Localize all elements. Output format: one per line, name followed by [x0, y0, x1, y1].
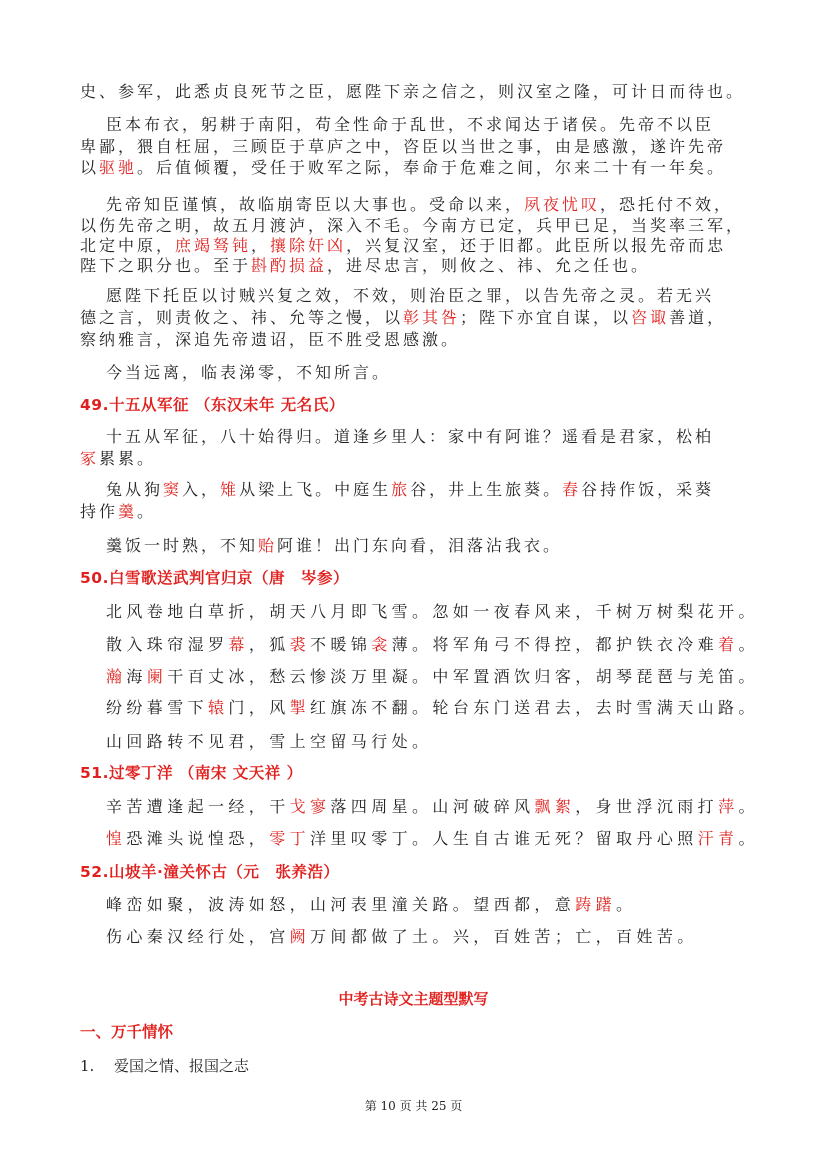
text-segment: 落四周星。山河破碎风 — [330, 797, 535, 816]
text-segment: 持作 — [80, 502, 119, 521]
text-segment: ，进尽忠言，则攸之、祎、允之任也。 — [327, 256, 651, 275]
subsection-heading: 一、万千情怀 — [80, 1023, 174, 1041]
highlighted-text: 踌躇 — [575, 895, 617, 914]
text-segment: 卑鄙，猥自枉屈，三顾臣于草庐之中，咨臣以当世之事，由是感激，遂许先帝 — [80, 137, 727, 156]
highlighted-text: 彰其咎 — [403, 308, 461, 327]
text-line — [106, 286, 714, 306]
text-segment: 洋里叹零丁。人生自古谁无死？留取丹心照 — [310, 829, 698, 848]
text-segment: 从梁上飞。中庭生 — [239, 480, 392, 499]
text-line — [106, 797, 759, 817]
text-segment: ，兴复汉室，还于旧都。此臣所以报先帝而忠 — [346, 236, 727, 255]
text-segment: 门，风 — [228, 698, 290, 717]
text-segment: 恐滩头说惶恐， — [126, 829, 270, 848]
text-segment: 。 — [738, 829, 759, 848]
text-segment: ，身世浮沉雨打 — [575, 797, 719, 816]
text-segment: 陛下之职分也。至于 — [80, 256, 252, 275]
highlighted-text: 驱驰 — [99, 158, 138, 177]
highlighted-text: 雉 — [220, 480, 240, 499]
text-segment: 。 — [616, 895, 637, 914]
highlighted-text: 羹 — [118, 502, 138, 521]
text-line — [80, 137, 726, 157]
text-segment: 散入珠帘湿罗 — [106, 635, 229, 654]
text-segment: 51.过零丁洋 （南宋 文天祥 ） — [80, 764, 303, 782]
highlighted-text: 庶竭驽钝 — [175, 236, 252, 255]
text-segment: 察纳雅言，深追先帝遗诏，臣不胜受恩感激。 — [80, 330, 461, 349]
highlighted-text: 冢 — [80, 449, 100, 468]
highlighted-text: 瀚 — [106, 667, 127, 686]
text-segment: 辛苦遭逢起一经，干 — [106, 797, 290, 816]
highlighted-text: 零丁 — [269, 829, 311, 848]
text-segment: 。 — [738, 635, 759, 654]
text-segment: 谷持作饭，采葵 — [581, 480, 715, 499]
text-segment: 史、参军，此悉贞良死节之臣，愿陛下亲之信之，则汉室之隆，可计日而待也。 — [80, 82, 746, 101]
text-line — [80, 158, 726, 178]
highlighted-text: 贻 — [258, 536, 278, 555]
highlighted-text: 阙 — [289, 927, 311, 946]
text-segment: 不暖锦 — [310, 635, 372, 654]
highlighted-text: 旅 — [391, 480, 411, 499]
text-segment: 。 — [137, 502, 157, 521]
text-segment: 。 — [738, 797, 759, 816]
text-line — [80, 502, 156, 522]
text-segment: 愿陛下托臣以讨贼兴复之效，不效，则治臣之罪，以告先帝之灵。若无兴 — [106, 286, 715, 305]
text-line — [80, 82, 745, 102]
text-line — [106, 363, 391, 383]
highlighted-text: 咨诹 — [631, 308, 670, 327]
text-segment: 羹饭一时熟，不知 — [106, 536, 259, 555]
highlighted-text: 飘絮 — [534, 797, 576, 816]
text-line — [80, 330, 460, 350]
text-segment: ， — [251, 236, 271, 255]
text-line — [80, 308, 726, 328]
text-segment: 北定中原， — [80, 236, 176, 255]
text-segment: 山回路转不见君，雪上空留马行处。 — [106, 732, 433, 751]
highlighted-text: 阑 — [146, 667, 168, 686]
text-line — [106, 427, 714, 447]
text-segment: 干百丈冰，愁云惨淡万里凝。中军置酒饮归客，胡琴琵琶与羌笛。 — [167, 667, 759, 686]
text-segment: 薄。将军角弓不得控，都护铁衣冷难 — [391, 635, 719, 654]
text-segment: 兔从狗 — [106, 480, 164, 499]
text-segment: 伤心秦汉经行处，宫 — [106, 927, 290, 946]
poem-heading — [80, 568, 349, 588]
text-line — [106, 195, 733, 215]
text-line — [80, 256, 650, 276]
highlighted-text: 掣 — [289, 698, 311, 717]
text-segment: 。后值倾覆，受任于败军之际，奉命于危难之间，尔来二十有一年矣。 — [137, 158, 727, 177]
highlighted-text: 裘 — [289, 635, 311, 654]
text-line — [106, 927, 698, 947]
text-segment: 52.山坡羊·潼关怀古（元 张养浩） — [80, 863, 340, 881]
text-segment: 善道， — [669, 308, 727, 327]
highlighted-text: 萍 — [718, 797, 739, 816]
text-line — [106, 732, 432, 752]
text-line — [106, 602, 759, 622]
text-line — [106, 480, 714, 500]
text-segment: 万间都做了土。兴，百姓苦；亡，百姓苦。 — [310, 927, 698, 946]
highlighted-text: 汗青 — [697, 829, 739, 848]
text-line — [106, 895, 636, 915]
text-segment: ；陛下亦宜自谋，以 — [460, 308, 632, 327]
text-segment: ，恐托付不效， — [600, 195, 734, 214]
text-segment: 今当远离，临表涕零，不知所言。 — [106, 363, 392, 382]
text-line — [106, 536, 562, 556]
text-segment: 先帝知臣谨慎，故临崩寄臣以大事也。受命以来， — [106, 195, 525, 214]
text-segment: 红旗冻不翻。轮台东门送君去，去时雪满天山路。 — [310, 698, 759, 717]
highlighted-text: 攘除奸凶 — [270, 236, 347, 255]
poem-heading — [80, 395, 345, 415]
poem-heading — [80, 862, 339, 882]
page-footer: 第 10 页 共 25 页 — [364, 1099, 463, 1113]
text-line — [80, 236, 726, 256]
text-line — [106, 698, 759, 718]
text-line — [106, 667, 759, 687]
highlighted-text: 惶 — [106, 829, 127, 848]
text-segment: 50.白雪歌送武判官归京（唐 岑参） — [80, 569, 349, 587]
text-segment: 累累。 — [99, 449, 157, 468]
text-segment: 49.十五从军征 （东汉末年 无名氏） — [80, 396, 345, 414]
text-segment: 德之言，则责攸之、祎、允等之慢，以 — [80, 308, 404, 327]
list-item-number: 1. — [80, 1057, 95, 1075]
highlighted-text: 幕 — [228, 635, 249, 654]
highlighted-text: 着 — [718, 635, 739, 654]
text-line — [106, 115, 714, 135]
section-title: 中考古诗文主题型默写 — [338, 990, 489, 1008]
poem-heading — [80, 763, 303, 783]
highlighted-text: 斟酌损益 — [251, 256, 328, 275]
text-segment: 十五从军征，八十始得归。道逢乡里人：家中有阿谁？遥看是君家，松柏 — [106, 427, 715, 446]
highlighted-text: 衾 — [371, 635, 392, 654]
list-item — [80, 1055, 249, 1076]
text-line — [80, 449, 156, 469]
text-segment: 北风卷地白草折，胡天八月即飞雪。忽如一夜春风来，千树万树梨花开。 — [106, 602, 759, 621]
text-line — [80, 216, 745, 236]
text-segment: 以伤先帝之明，故五月渡泸，深入不毛。今南方已定，兵甲已足，当奖率三军， — [80, 216, 746, 235]
text-segment: ，狐 — [248, 635, 290, 654]
highlighted-text: 舂 — [562, 480, 582, 499]
text-segment: 阿谁！出门东向看，泪落沾我衣。 — [277, 536, 563, 555]
text-segment: 纷纷暮雪下 — [106, 698, 209, 717]
text-segment: 以 — [80, 158, 100, 177]
highlighted-text: 戈寥 — [289, 797, 331, 816]
list-item-text: 爱国之情、报国之志 — [114, 1057, 250, 1075]
text-segment: 臣本布衣，躬耕于南阳，苟全性命于乱世，不求闻达于诸侯。先帝不以臣 — [106, 115, 715, 134]
highlighted-text: 窦 — [163, 480, 183, 499]
text-segment: 海 — [126, 667, 147, 686]
text-segment: 峰峦如聚，波涛如怒，山河表里潼关路。望西都，意 — [106, 895, 576, 914]
text-line — [106, 829, 759, 849]
text-segment: 谷，井上生旅葵。 — [410, 480, 563, 499]
highlighted-text: 辕 — [208, 698, 229, 717]
highlighted-text: 夙夜忧叹 — [524, 195, 601, 214]
text-segment: 入， — [182, 480, 221, 499]
text-line — [106, 635, 759, 655]
